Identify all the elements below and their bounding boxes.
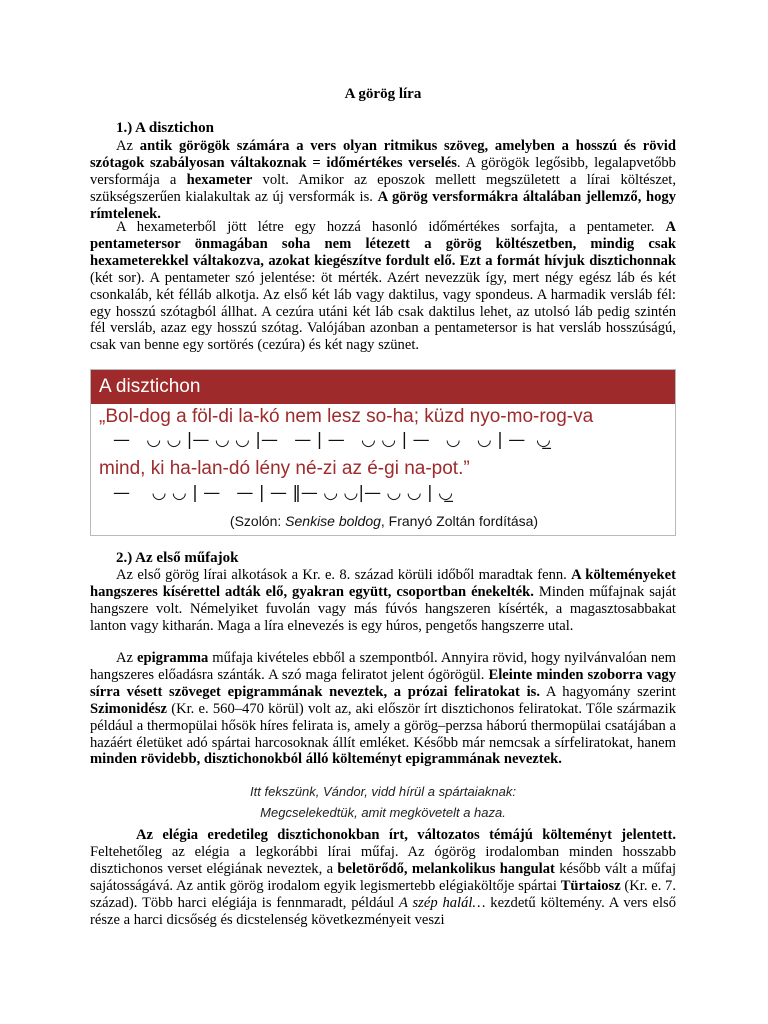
text-run: Minden műfajnak saját hangszere volt. Némelyiket fuvolán vagy más fúvós hangszeren kísérték, a magasztosabbakat lanton vagy kitharán. Maga a líra elnevezés is egy húros, pengetős hangszerre utal. [90,583,677,634]
text-run: (két sor). A pentameter szó jelentése: öt mérték. Azért nevezzük így, mert négy egész láb és két csonkaláb, két félláb alkotja. Az első két láb vagy daktilus, vagy spondeus. A harmadik versláb fél: egy hosszú szótagból állhat. A cezúra utáni két láb csak daktilus lehet, az utolsó láb pedig szintén fél versláb, azaz egy hosszú szótag. Valójában azonban a pentametersor is hat versláb hosszúságú, csak van benne egy sortörés (cezúra) és két nagy szünet. [90,269,676,354]
epigram-verse-line: Itt fekszünk, Vándor, vidd hírül a spártaiaknak: [250,784,516,799]
text-run: Az [116,650,137,666]
bold-run: Eleinte minden szoborra vagy sírra vésett szöveget epigrammának neveztek, a prózai feliratokat is. [90,666,676,700]
bold-run: antik görögök számára a vers olyan ritmikus szöveg, amelyben a hosszú és rövid szótagok szabályosan váltakoznak = időmértékes verselés [90,138,676,171]
bold-run: epigramma [137,650,209,666]
paragraph [90,219,676,354]
paragraph [90,567,676,635]
bold-run: Szimonidész [90,700,168,717]
figure-caption [91,513,677,529]
italic-run: A szép halál… [399,894,486,911]
epigram-verse-line: Megcselekedtük, amit megkövetelt a haza. [260,805,506,820]
bold-run: minden rövidebb, disztichonokból álló költeményt epigrammának neveztek. [90,751,562,768]
paragraph [90,650,676,768]
paragraph [90,138,676,223]
text-run: (Kr. e. 7. század). Több harci elégiája is fennmaradt, például [90,877,676,911]
text-run: később vált a műfaj sajátosságává. Az antik görög irodalom egyik legismertebb elégiaköltője spártai [90,860,677,894]
meter-scheme-pentameter: — ◡ ◡ | — — | — ‖— ◡ ◡|— ◡ ◡ | ◡̲ [113,483,453,503]
text-run: műfaja kivételes ebből a szempontból. Annyira rövid, hogy nyilvánvalóan nem hangszeres előadásra szánták. A szó maga feliratot jelent ógörögül. [90,650,676,683]
bold-run: Az elégia eredetileg disztichonokban írt, változatos témájú költeményt jelentett. [136,827,676,843]
bold-run: beletörődő, melankolikus hangulat [337,860,555,877]
bold-run: A költeményeket hangszeres kísérettel adták elő, gyakran együtt, csoportban énekelték. [90,567,676,600]
disztichon-figure [90,369,676,536]
text-run: volt. Amikor az eposzok mellett megszületett a lírai költészet, szükségszerűen kialakultak az új versformák is. [90,171,676,205]
text-run: . A görögök legősibb, legalapvetőbb versformája a [90,154,676,188]
figure-heading: A disztichon [91,370,675,404]
verse-line-hexameter: „Bol-dog a föl-di la-kó nem lesz so-ha; küzd nyo-mo-rog-va [99,406,594,427]
caption-suffix: , Franyó Zoltán fordítása) [380,513,539,529]
text-run: A hagyomány szerint [539,683,676,700]
text-run: A hexameterből jött létre egy hozzá hasonló időmértékes sorfajta, a pentameter. [116,219,666,235]
text-run: Feltehetőleg az elégia a legkorábbi lírai műfaj. Az ógörög irodalomban minden hosszabb disztichonos verset elégiának neveztek, a [90,843,676,877]
page-title: A görög líra [344,86,422,102]
text-run: Az [116,138,140,154]
bold-run: A pentametersor önmagában soha nem létezett a görög költészetben, mindig csak hexameterekkel váltakozva, azokat kiegészítve fordult elő. Ezt a formát hívjuk disztichonnak [90,219,676,269]
bold-run: Türtaiosz [560,877,621,894]
text-run: kezdetű költemény. A vers első része a harci dicsőség és dicstelenség következményeit veszi [90,894,677,928]
verse-line-pentameter: mind, ki ha-lan-dó lény né-zi az é-gi na-pot.” [99,458,470,479]
section-heading-disztichon: 1.) A disztichon [116,120,214,136]
meter-scheme-hexameter: — ◡ ◡ |— ◡ ◡ |— — | — ◡ ◡ | — ◡ ◡ | — ◡̲ [113,430,551,450]
paragraph [90,827,676,928]
bold-run: A görög versformákra általában jellemző, hogy rímtelenek. [90,188,676,222]
caption-work-title: Senkise boldog [285,513,381,529]
caption-prefix: (Szolón: [229,513,286,529]
text-run: (Kr. e. 560–470 körül) volt az, aki először írt disztichonos feliratokat. Tőle származik például a thermopülai hősök híres felirata is, amely a görög–perzsa háború thermopülai csatájában a hazáért életüket adó spártai harcosoknak állít emléket. Később már nemcsak a sírfeliratokat, hanem [90,700,676,751]
section-heading-mufajok: 2.) Az első műfajok [116,550,239,566]
bold-run: hexameter [186,171,253,188]
text-run: Az első görög lírai alkotások a Kr. e. 8. század körüli időből maradtak fenn. [116,567,572,583]
